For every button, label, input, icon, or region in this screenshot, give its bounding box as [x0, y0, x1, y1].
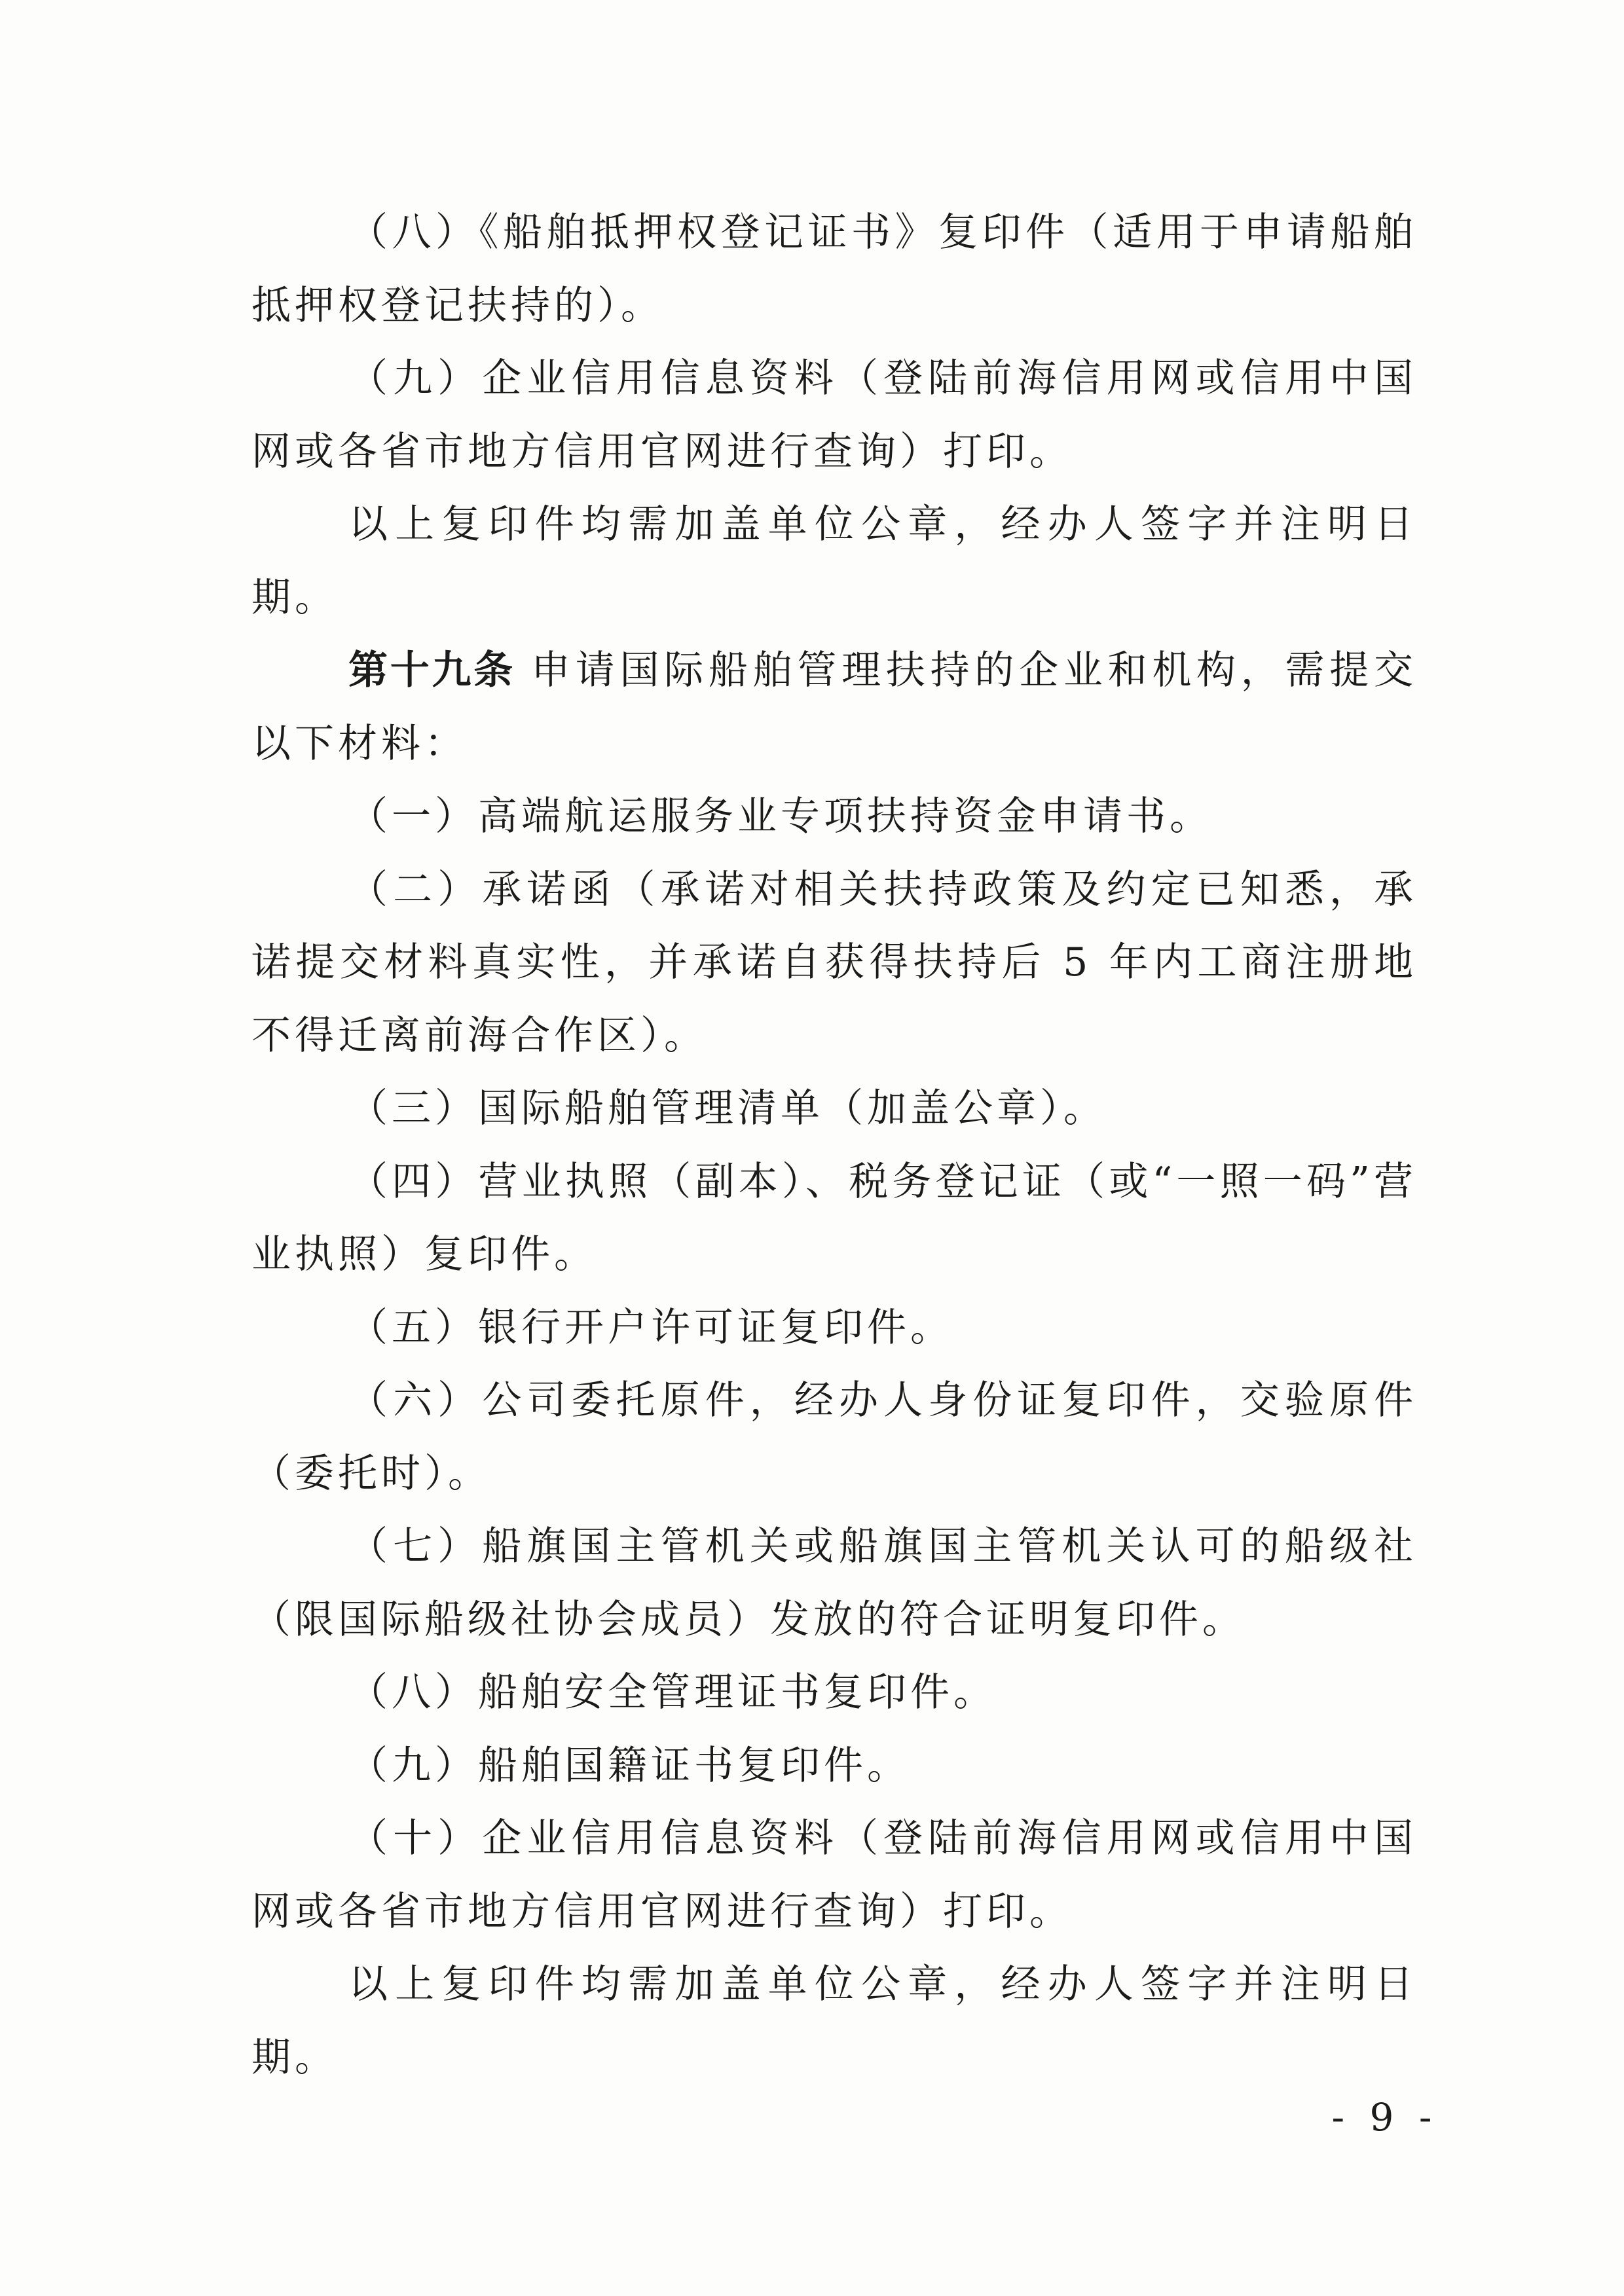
document-body	[251, 196, 1417, 2094]
paragraph-item-3-ship-list: （三）国际船舶管理清单（加盖公章）。	[348, 1085, 1107, 1131]
paragraph-item-2-commitment: （二）承诺函（承诺对相关扶持政策及约定已知悉，承诺提交材料真实性，并承诺自获得扶持后 5 年内工商注册地不得迁离前海合作区）。	[251, 866, 1417, 1059]
paragraph-seal-note: 以上复印件均需加盖单位公章，经办人签字并注明日期。	[251, 501, 1417, 621]
paragraph-article-19	[251, 634, 1417, 780]
paragraph-item-9-nationality-certificate: （九）船舶国籍证书复印件。	[348, 1742, 910, 1789]
paragraph-item-1-application: （一）高端航运服务业专项扶持资金申请书。	[348, 793, 1213, 839]
paragraph-item-7-flag-state: （七）船旗国主管机关或船旗国主管机关认可的船级社（限国际船级社协会成员）发放的符合证明复印件。	[251, 1523, 1417, 1643]
paragraph-item-8-mortgage-certificate: （八）《船舶抵押权登记证书》复印件（适用于申请船舶抵押权登记扶持的）。	[251, 210, 1417, 329]
paragraph-item-5-bank-permit: （五）银行开户许可证复印件。	[348, 1304, 953, 1351]
paragraph-item-4-business-license: （四）营业执照（副本）、税务登记证（或“一照一码”营业执照）复印件。	[251, 1158, 1417, 1277]
page-number: - 9 -	[1331, 2095, 1439, 2140]
paragraph-item-6-authorization: （六）公司委托原件，经办人身份证复印件，交验原件（委托时）。	[251, 1377, 1417, 1497]
paragraph-seal-note-final: 以上复印件均需加盖单位公章，经办人签字并注明日期。	[251, 1961, 1417, 2081]
article-19-text: 申请国际船舶管理扶持的企业和机构，需提交以下材料：	[251, 647, 1418, 767]
paragraph-item-10-credit-info: （十）企业信用信息资料（登陆前海信用网或信用中国网或各省市地方信用官网进行查询）打印。	[251, 1815, 1417, 1935]
article-title: 第十九条	[348, 647, 515, 693]
paragraph-item-8-safety-certificate: （八）船舶安全管理证书复印件。	[348, 1669, 997, 1715]
paragraph-item-9-credit-info: （九）企业信用信息资料（登陆前海信用网或信用中国网或各省市地方信用官网进行查询）打印。	[251, 355, 1417, 475]
